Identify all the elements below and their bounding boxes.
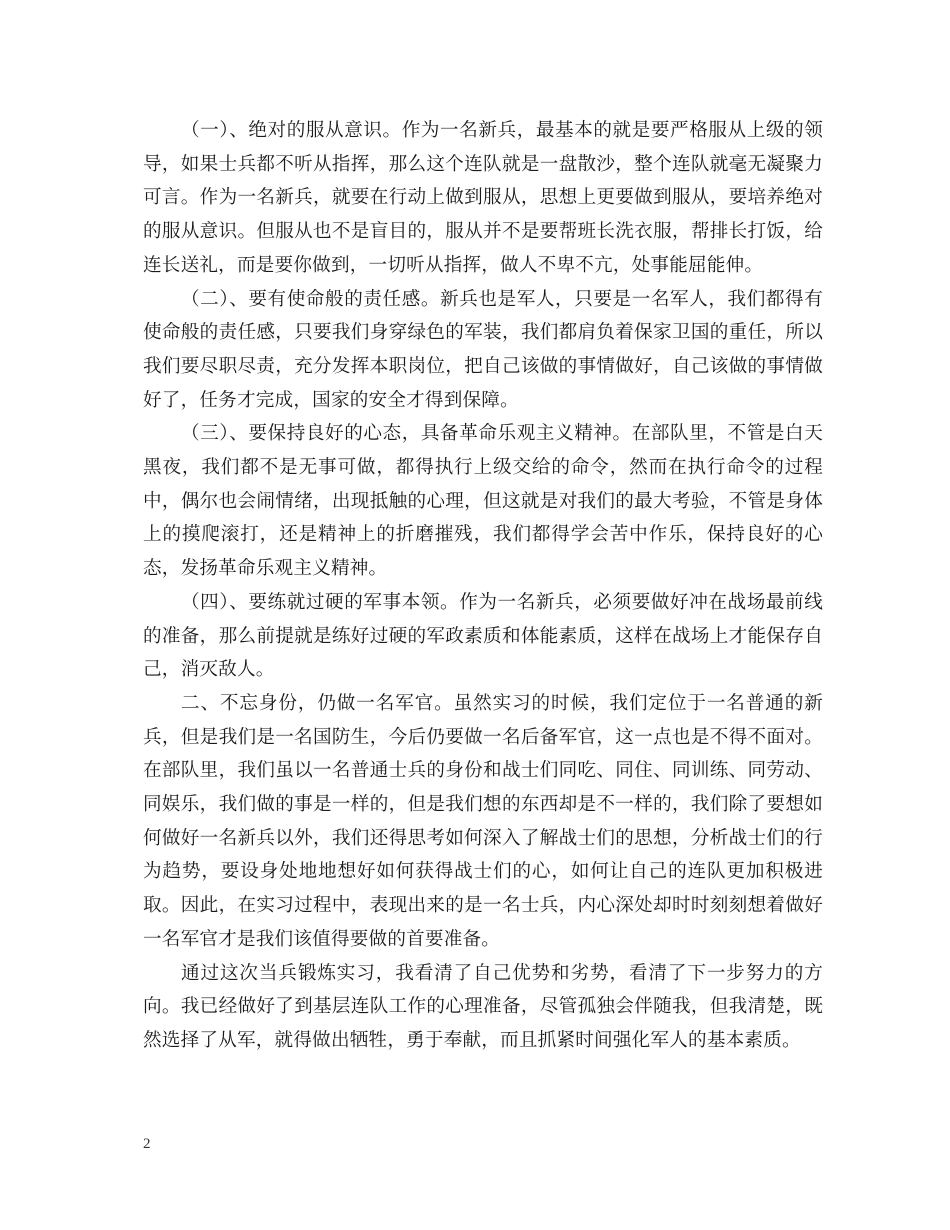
paragraph-military-skills: （四）、要练就过硬的军事本领。作为一名新兵，必须要做好冲在战场最前线的准备，那么前提就是练好过硬的军政素质和体能素质，这样在战场上才能保存自己，消灭敌人。 bbox=[143, 591, 823, 681]
paragraph-responsibility: （二）、要有使命般的责任感。新兵也是军人，只要是一名军人，我们都得有使命般的责任感，只要我们身穿绿色的军装，我们都肩负着保家卫国的重任，所以我们要尽职尽责，充分发挥本职岗位，把自己该做的事情做好，自己该做的事情做好了，任务才完成，国家的安全才得到保障。 bbox=[143, 288, 823, 411]
document-body bbox=[143, 114, 823, 1058]
paragraph-attitude: （三）、要保持良好的心态，具备革命乐观主义精神。在部队里，不管是白天黑夜，我们都不是无事可做，都得执行上级交给的命令，然而在执行命令的过程中，偶尔也会闹情绪，出现抵触的心理，但这就是对我们的最大考验，不管是身体上的摸爬滚打，还是精神上的折磨摧残，我们都得学会苦中作乐，保持良好的心态，发扬革命乐观主义精神。 bbox=[143, 423, 823, 580]
paragraph-obedience: （一）、绝对的服从意识。作为一名新兵，最基本的就是要严格服从上级的领导，如果士兵都不听从指挥，那么这个连队就是一盘散沙，整个连队就毫无凝聚力可言。作为一名新兵，就要在行动上做到服从，思想上更要做到服从，要培养绝对的服从意识。但服从也不是盲目的，服从并不是要帮班长洗衣服，帮排长打饭，给连长送礼，而是要你做到，一切听从指挥，做人不卑不亢，处事能屈能伸。 bbox=[143, 120, 823, 276]
page-number: 2 bbox=[143, 1136, 151, 1152]
paragraph-identity: 二、不忘身份，仍做一名军官。虽然实习的时候，我们定位于一名普通的新兵，但是我们是一名国防生，今后仍要做一名后备军官，这一点也是不得不面对。在部队里，我们虽以一名普通士兵的身份和战士们同吃、同住、同训练、同劳动、同娱乐，我们做的事是一样的，但是我们想的东西却是不一样的，我们除了要想如何做好一名新兵以外，我们还得思考如何深入了解战士们的思想，分析战士们的行为趋势，要设身处地地想好如何获得战士们的心，如何让自己的连队更加积极进取。因此，在实习过程中，表现出来的是一名士兵，内心深处却时时刻刻想着做好一名军官才是我们该值得要做的首要准备。 bbox=[143, 692, 823, 950]
paragraph-conclusion: 通过这次当兵锻炼实习，我看清了自己优势和劣势，看清了下一步努力的方向。我已经做好了到基层连队工作的心理准备，尽管孤独会伴随我，但我清楚，既然选择了从军，就得做出牺牲，勇于奉献，而且抓紧时间强化军人的基本素质。 bbox=[143, 962, 823, 1051]
